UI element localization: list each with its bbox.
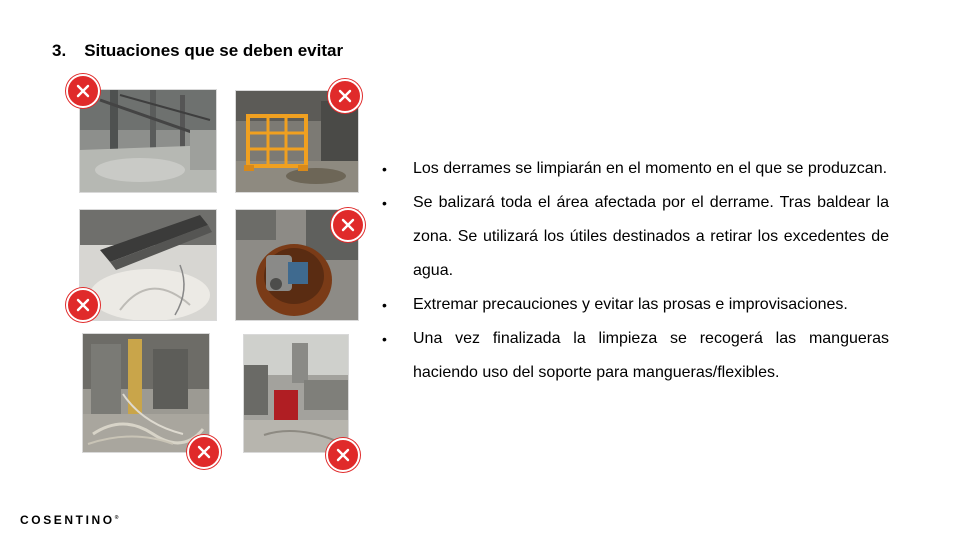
close-icon [326,438,360,472]
close-icon [328,79,362,113]
close-icon [66,74,100,108]
photo-spill-walkway [79,89,217,193]
section-title: Situaciones que se deben evitar [84,41,344,60]
bullet-list [382,152,889,390]
close-icon [66,288,100,322]
bullet-icon: • [382,331,387,347]
registered-mark: ® [114,515,119,521]
bullet-icon: • [382,297,387,313]
close-icon [331,208,365,242]
section-number: 3. [52,41,67,60]
list-item [382,322,889,390]
photo-tangled-hoses [82,333,210,453]
bullet-icon: • [382,195,387,211]
list-item [382,288,889,322]
slide-title [52,41,343,61]
bullet-text: Una vez finalizada la limpieza se recogerá las mangueras haciendo uso del soporte para mangueras/flexibles. [413,330,889,381]
bullet-icon: • [382,161,387,177]
bullet-text: Se balizará toda el área afectada por el derrame. Tras baldear la zona. Se utilizará los útiles destinados a retirar los excedentes de agua. [413,194,889,279]
cosentino-logo [20,513,118,527]
list-item [382,152,889,186]
photo-equipment-area [243,334,349,453]
bullet-text: Los derrames se limpiarán en el momento en el que se produzcan. [413,160,888,177]
logo-text: COSENTINO [20,513,115,527]
close-icon [187,435,221,469]
bullet-text: Extremar precauciones y evitar las prosas e improvisaciones. [413,296,848,313]
list-item [382,186,889,288]
